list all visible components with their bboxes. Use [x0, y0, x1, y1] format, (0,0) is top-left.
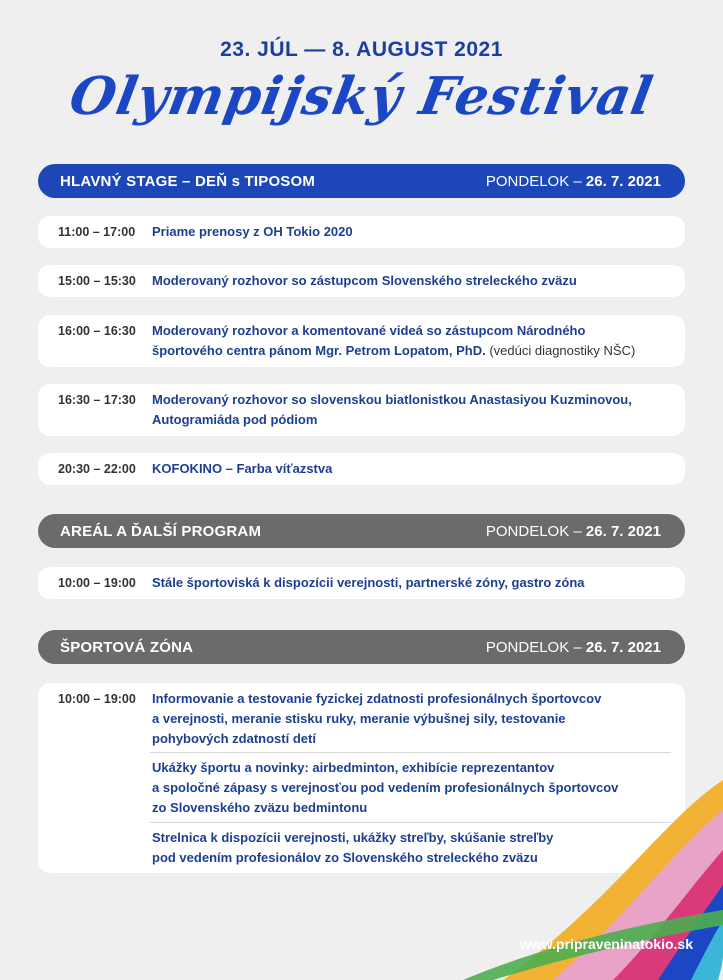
event-subitem: Ukážky športu a novinky: airbedminton, exhibície reprezentantov a spoločné zápasy s verejnosťou pod vedením profesionálnych športovcov zo Slovenského zväzu bedmintonu [152, 760, 619, 815]
list-item [38, 567, 685, 599]
section-bar-areal [38, 514, 685, 548]
section-title: ŠPORTOVÁ ZÓNA [60, 638, 194, 656]
event-time: 15:00 – 15:30 [58, 274, 136, 288]
list-item [38, 453, 685, 485]
event-text: Stále športoviská k dispozícii verejnosti, partnerské zóny, gastro zóna [152, 575, 585, 590]
event-time: 16:00 – 16:30 [58, 324, 136, 338]
event-text: Moderovaný rozhovor so slovenskou biatlonistkou Anastasiyou Kuzminovou, Autogramiáda pod pódiom [152, 392, 632, 427]
event-text: Priame prenosy z OH Tokio 2020 [152, 224, 353, 239]
event-subitem: Strelnica k dispozícii verejnosti, ukážky streľby, skúšanie streľby pod vedením profesionálov zo Slovenského streleckého zväzu [152, 830, 554, 865]
event-time: 11:00 – 17:00 [58, 225, 136, 239]
list-item [38, 384, 685, 436]
section-title: HLAVNÝ STAGE – DEŇ s TIPOSOM [60, 172, 316, 190]
festival-title-logo: Olympijský Festival [65, 66, 658, 127]
list-item [38, 265, 685, 297]
section-date: PONDELOK – 26. 7. 2021 [485, 172, 661, 190]
event-time: 10:00 – 19:00 [58, 692, 136, 706]
section-bar-sports-zone [38, 630, 685, 664]
website-link[interactable]: www.pripraveninatokio.sk [520, 936, 693, 952]
event-subitem: Informovanie a testovanie fyzickej zdatnosti profesionálnych športovcov a verejnosti, meranie stisku ruky, meranie výbušnej sily, testovanie pohybových zdatností detí [152, 691, 602, 746]
section-bar-main-stage [38, 164, 685, 198]
event-time: 16:30 – 17:30 [58, 393, 136, 407]
section-date: PONDELOK – 26. 7. 2021 [485, 638, 661, 656]
divider [150, 752, 671, 753]
event-text: Moderovaný rozhovor so zástupcom Slovenského streleckého zväzu [152, 273, 577, 288]
header-date: 23. JÚL — 8. AUGUST 2021 [220, 38, 503, 61]
list-item [38, 216, 685, 248]
event-time: 20:30 – 22:00 [58, 462, 136, 476]
event-text: KOFOKINO – Farba víťazstva [152, 461, 333, 476]
event-text: Moderovaný rozhovor a komentované videá so zástupcom Národného športového centra pánom Mgr. Petrom Lopatom, PhD. (vedúci diagnostiky NŠC) [152, 323, 636, 358]
event-time: 10:00 – 19:00 [58, 576, 136, 590]
section-date: PONDELOK – 26. 7. 2021 [485, 522, 661, 540]
list-item [38, 315, 685, 367]
section-title: AREÁL A ĎALŠÍ PROGRAM [60, 522, 262, 540]
